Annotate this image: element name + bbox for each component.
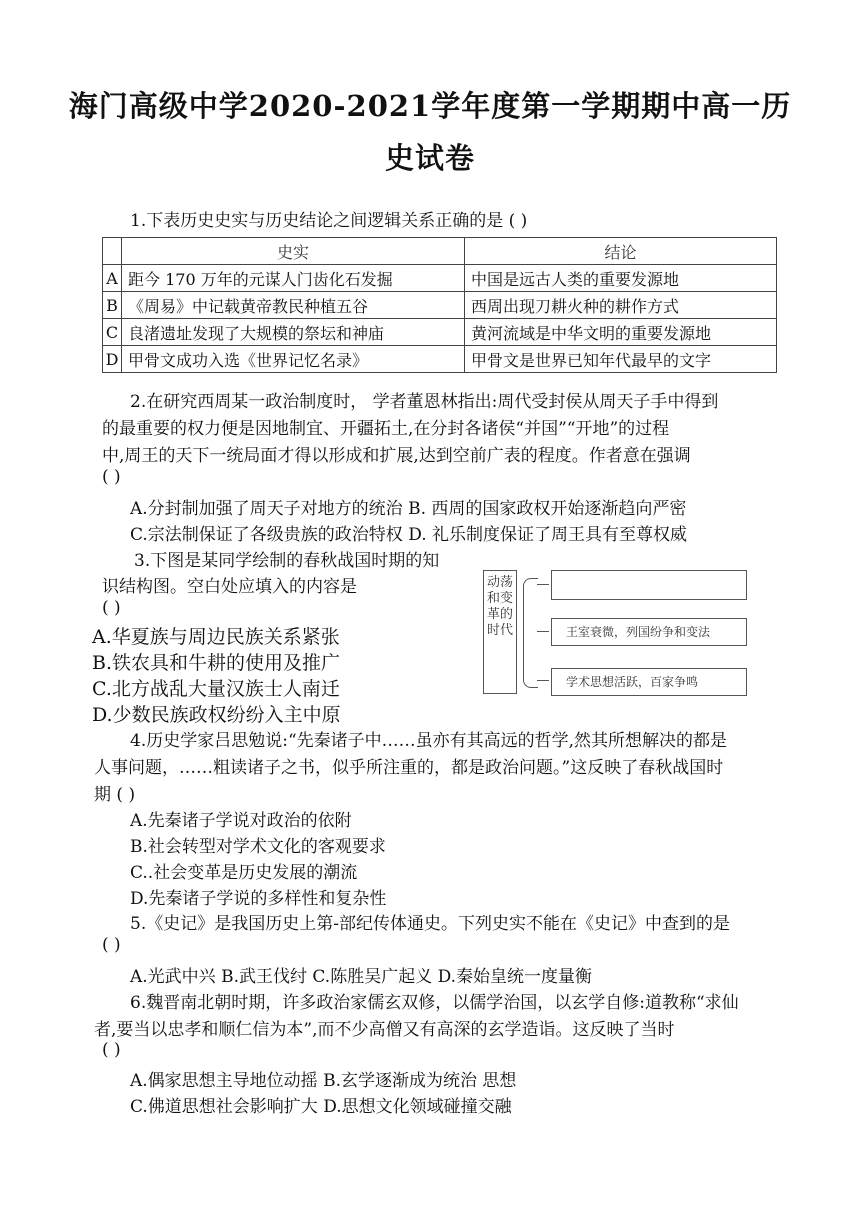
q2-options-cd: C.宗法制保证了各级贵族的政治特权 D. 礼乐制度保证了周王具有至尊权威	[130, 525, 688, 545]
diagram-connector	[537, 584, 549, 585]
q5-options: A.光武中兴 B.武王伐纣 C.陈胜吴广起义 D.秦始皇统一度量衡	[130, 967, 593, 987]
q4-line3: 期 ( )	[94, 785, 136, 805]
q3-line1: 3.下图是某同学绘制的春秋战国时期的知	[134, 551, 440, 571]
q3-line2: 识结构图。空白处应填入的内容是	[102, 577, 357, 597]
q4-line1: 4.历史学家吕思勉说:“先秦诸子中……虽亦有其高远的哲学,然其所想解决的都是	[130, 731, 728, 751]
row-fact: 《周易》中记载黄帝教民种植五谷	[122, 292, 465, 319]
diagram-connector	[537, 631, 549, 632]
q3-option-d: D.少数民族政权纷纷入主中原	[92, 704, 341, 726]
diagram-era-label: 动荡和变革的时代	[483, 570, 517, 694]
q1-table	[102, 237, 777, 373]
q2-line2: 的最重要的权力便是因地制宜、开疆拓土,在分封各诸侯“并国”“开地”的过程	[102, 419, 670, 439]
table-row	[103, 319, 777, 346]
diagram-blank-box	[551, 570, 747, 600]
knowledge-structure-diagram	[483, 568, 753, 696]
q6-options-ab: A.偶家思想主导地位动摇 B.玄学逐渐成为统治 思想	[130, 1071, 517, 1091]
q4-option-c: C..社会变革是历史发展的潮流	[130, 863, 358, 883]
row-key: D	[103, 346, 122, 373]
table-row	[103, 346, 777, 373]
q2-options-ab: A.分封制加强了周天子对地方的统治 B. 西周的国家政权开始逐渐趋向严密	[130, 499, 687, 519]
q6-answer-paren: ( )	[102, 1040, 121, 1060]
table-header-row	[103, 238, 777, 265]
q3-answer-paren: ( )	[102, 598, 121, 618]
exam-title-line1: 海门高级中学2020-2021学年度第一学期期中高一历	[68, 89, 792, 123]
q3-option-b: B.铁农具和牛耕的使用及推广	[92, 652, 341, 674]
q3-option-c: C.北方战乱大量汉族士人南迁	[92, 678, 340, 700]
row-conclusion: 中国是远古人类的重要发源地	[465, 265, 777, 292]
table-row	[103, 265, 777, 292]
diagram-box-thought: 学术思想活跃，百家争鸣	[551, 668, 747, 696]
row-key: B	[103, 292, 122, 319]
row-fact: 距今 170 万年的元谋人门齿化石发掘	[122, 265, 465, 292]
q6-line2: 者,要当以忠孝和顺仁信为本”,而不少高僧又有高深的玄学造诣。这反映了当时	[94, 1020, 675, 1040]
q1-stem: 1.下表历史史实与历史结论之间逻辑关系正确的是 ( )	[130, 211, 528, 231]
table-header-conclusion: 结论	[465, 238, 777, 265]
q3-option-a: A.华夏族与周边民族关系紧张	[92, 626, 340, 648]
row-key: C	[103, 319, 122, 346]
q2-line3: 中,周王的天下一统局面才得以形成和扩展,达到空前广表的程度。作者意在强调	[102, 446, 691, 466]
q4-line2: 人事问题，……粗读诸子之书，似乎所注重的，都是政治问题。”这反映了春秋战国时	[94, 758, 724, 778]
table-row	[103, 292, 777, 319]
row-fact: 良渚遗址发现了大规模的祭坛和神庙	[122, 319, 465, 346]
table-header-blank	[103, 238, 122, 265]
row-conclusion: 甲骨文是世界已知年代最早的文字	[465, 346, 777, 373]
q4-option-a: A.先秦诸子学说对政治的依附	[130, 811, 352, 831]
row-conclusion: 黄河流域是中华文明的重要发源地	[465, 319, 777, 346]
diagram-box-politics: 王室衰微，列国纷争和变法	[551, 618, 747, 646]
table-header-fact: 史实	[122, 238, 465, 265]
q2-answer-paren: ( )	[102, 467, 121, 487]
q6-options-cd: C.佛道思想社会影响扩大 D.思想文化领域碰撞交融	[130, 1097, 512, 1117]
exam-title-line2: 史试卷	[384, 141, 475, 175]
row-fact: 甲骨文成功入选《世界记忆名录》	[122, 346, 465, 373]
q4-option-b: B.社会转型对学术文化的客观要求	[130, 837, 386, 857]
q6-line1: 6.魏晋南北朝时期，许多政治家儒玄双修，以儒学治国，以玄学自修:道教称“求仙	[130, 993, 739, 1013]
q2-line1: 2.在研究西周某一政治制度时， 学者董恩林指出:周代受封侯从周天子手中得到	[130, 392, 719, 412]
q4-option-d: D.先秦诸子学说的多样性和复杂性	[130, 889, 387, 909]
row-conclusion: 西周出现刀耕火种的耕作方式	[465, 292, 777, 319]
q5-line1: 5.《史记》是我国历史上第-部纪传体通史。下列史实不能在《史记》中查到的是	[130, 914, 730, 934]
diagram-brace	[523, 578, 538, 688]
row-key: A	[103, 265, 122, 292]
q5-answer-paren: ( )	[102, 935, 121, 955]
diagram-connector	[537, 680, 549, 681]
